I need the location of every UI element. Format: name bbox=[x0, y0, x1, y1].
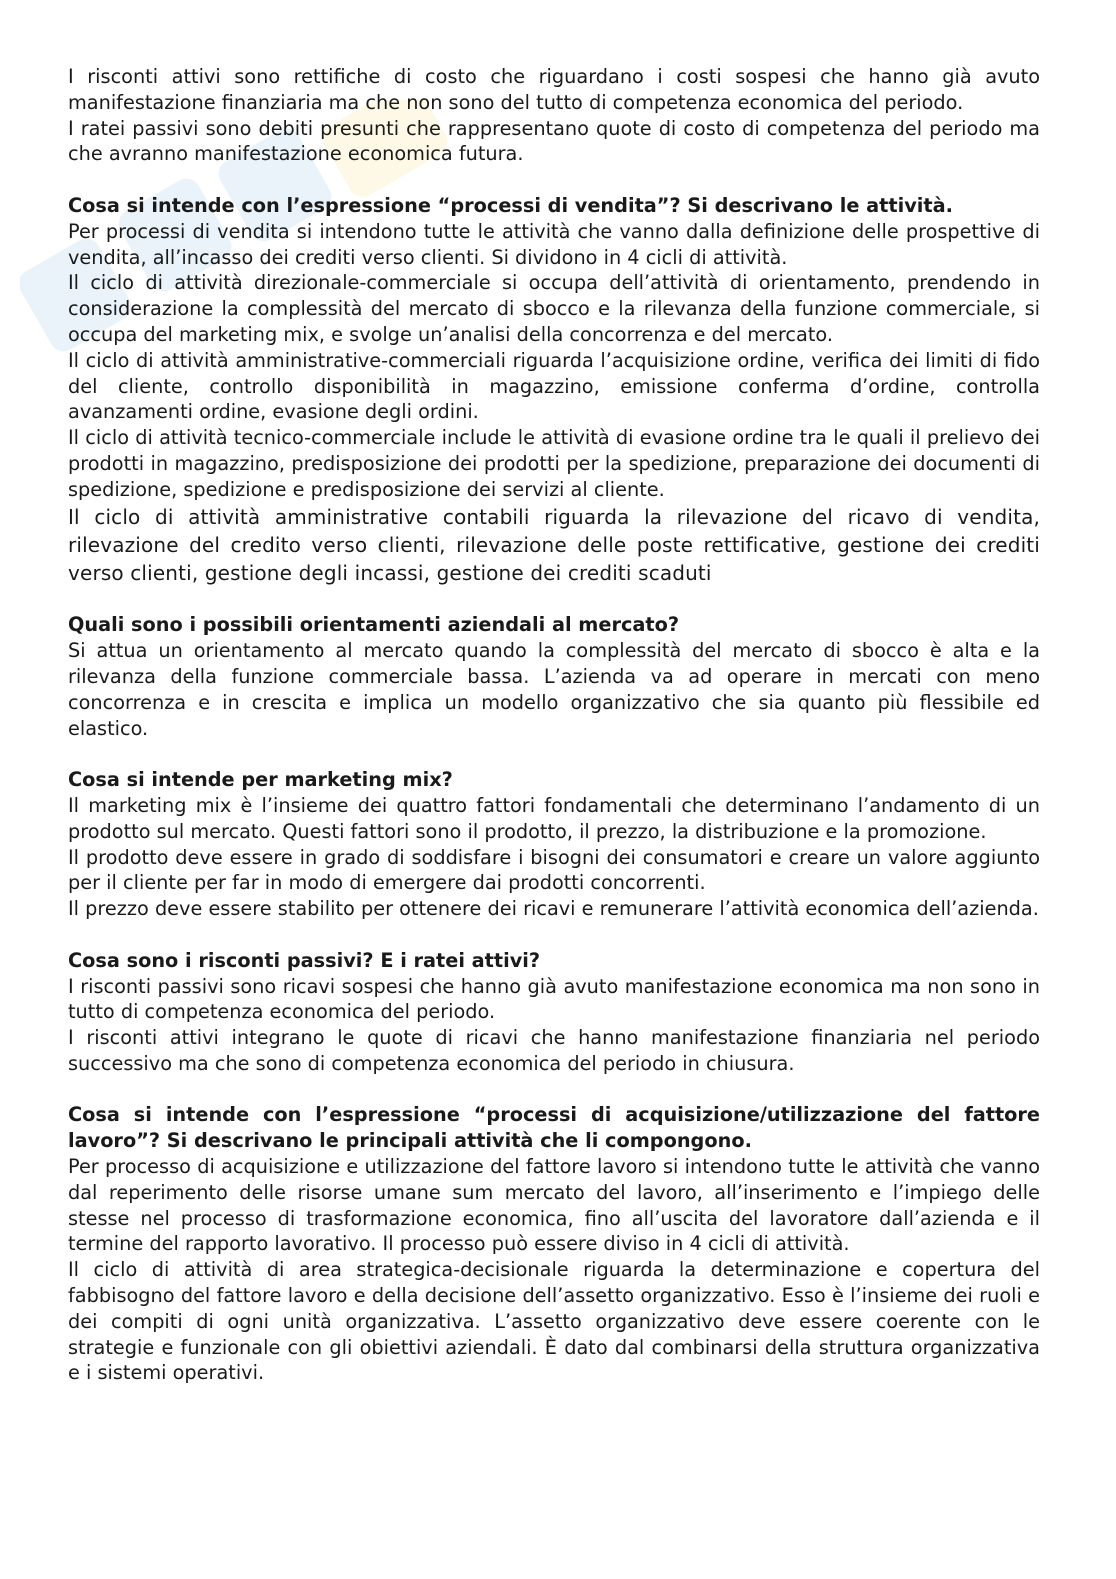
question-heading: Cosa si intende per marketing mix? bbox=[68, 768, 453, 792]
question-heading: Cosa si intende con l’espressione “processi di acquisizione/utilizzazione del fattore lavoro”? Si descrivano le principali attività che li compongono. bbox=[68, 1103, 1040, 1153]
question-heading: Quali sono i possibili orientamenti aziendali al mercato? bbox=[68, 613, 680, 637]
answer-paragraph: Per processi di vendita si intendono tutte le attività che vanno dalla definizione delle prospettive di vendita, all’incasso dei crediti verso clienti. Si dividono in 4 cicli di attività. bbox=[68, 219, 1040, 269]
answer-paragraph: I risconti attivi integrano le quote di ricavi che hanno manifestazione finanziaria nel periodo successivo ma che sono di competenza economica del periodo in chiusura. bbox=[68, 1026, 1040, 1075]
paragraph-spacer bbox=[68, 741, 1040, 767]
answer-paragraph: Il ciclo di attività direzionale-commerciale si occupa dell’attività di orientamento, prendendo in considerazione la complessità del mercato di sbocco e la rilevanza della funzione commerciale, si occupa del marketing mix, e svolge un’analisi della concorrenza e del mercato. bbox=[68, 271, 1040, 346]
answer-paragraph: I ratei passivi sono debiti presunti che rappresentano quote di costo di competenza del periodo ma che avranno manifestazione economica futura. bbox=[68, 116, 1040, 166]
answer-paragraph: Il ciclo di attività di area strategica-decisionale riguarda la determinazione e copertura del fabbisogno del fattore lavoro e della decisione dell’assetto organizzativo. Esso è l’insieme dei ruoli e dei compiti di ogni unità organizzativa. L’assetto organizzativo deve essere coerente con le strategie e funzionale con gli obiettivi aziendali. È dato dal combinarsi della struttura organizzativa e i sistemi operativi. bbox=[68, 1258, 1040, 1385]
answer-paragraph: Il prodotto deve essere in grado di soddisfare i bisogni dei consumatori e creare un valore aggiunto per il cliente per far in modo di emergere dai prodotti concorrenti. bbox=[68, 845, 1040, 895]
answer-paragraph: Il ciclo di attività amministrative-commerciali riguarda l’acquisizione ordine, verifica dei limiti di fido del cliente, controllo disponibilità in magazzino, emissione conferma d’ordine, controlla avanzamenti ordine, evasione degli ordini. bbox=[68, 348, 1040, 424]
answer-paragraph: Il ciclo di attività tecnico-commerciale include le attività di evasione ordine tra le quali il prelievo dei prodotti in magazzino, predisposizione dei prodotti per la spedizione, preparazione dei documenti di spedizione, spedizione e predisposizione dei servizi al cliente. bbox=[68, 426, 1040, 501]
question-heading: Cosa si intende con l’espressione “processi di vendita”? Si descrivano le attività. bbox=[68, 193, 953, 217]
question-heading: Cosa sono i risconti passivi? E i ratei attivi? bbox=[68, 948, 541, 972]
answer-paragraph: Il ciclo di attività amministrative contabili riguarda la rilevazione del ricavo di vendita, rilevazione del credito verso clienti, rilevazione delle poste rettificative, gestione dei crediti verso clienti, gestione degli incassi, gestione dei crediti scaduti bbox=[68, 504, 1040, 585]
paragraph-spacer bbox=[68, 1077, 1040, 1103]
answer-paragraph: I risconti passivi sono ricavi sospesi che hanno già avuto manifestazione economica ma non sono in tutto di competenza economica del periodo. bbox=[68, 974, 1040, 1024]
answer-paragraph: Per processo di acquisizione e utilizzazione del fattore lavoro si intendono tutte le attività che vanno dal reperimento delle risorse umane sum mercato del lavoro, all’inserimento e l’impiego delle stesse nel processo di trasformazione economica, fino all’uscita del lavoratore dall’azienda e il termine del rapporto lavorativo. Il processo può essere diviso in 4 cicli di attività. bbox=[68, 1155, 1040, 1256]
answer-paragraph: I risconti attivi sono rettifiche di costo che riguardano i costi sospesi che hanno già avuto manifestazione finanziaria ma che non sono del tutto di competenza economica del periodo. bbox=[68, 65, 1040, 114]
paragraph-spacer bbox=[68, 587, 1040, 613]
paragraph-spacer bbox=[68, 167, 1040, 193]
answer-paragraph: Il prezzo deve essere stabilito per ottenere dei ricavi e remunerare l’attività economica dell’azienda. bbox=[68, 897, 1039, 921]
answer-paragraph: Il marketing mix è l’insieme dei quattro fattori fondamentali che determinano l’andamento di un prodotto sul mercato. Questi fattori sono il prodotto, il prezzo, la distribuzione e la promozione. bbox=[68, 793, 1040, 843]
document-page bbox=[68, 64, 1040, 1386]
answer-paragraph: Si attua un orientamento al mercato quando la complessità del mercato di sbocco è alta e la rilevanza della funzione commerciale bassa. L’azienda va ad operare in mercati con meno concorrenza e in crescita e implica un modello organizzativo che sia quanto più flessibile ed elastico. bbox=[68, 639, 1040, 740]
paragraph-spacer bbox=[68, 922, 1040, 948]
